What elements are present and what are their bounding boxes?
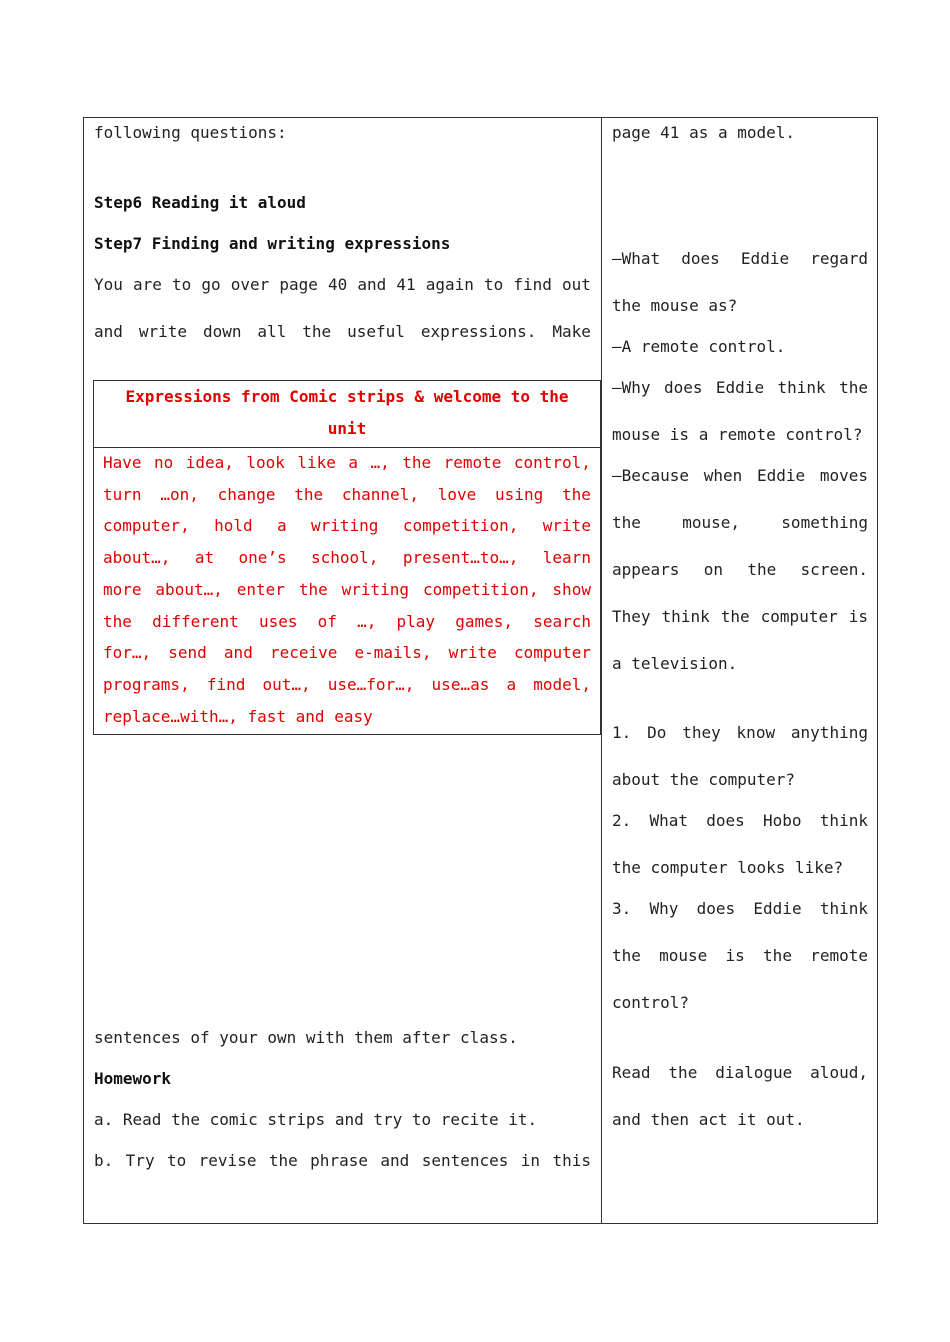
word: find <box>513 275 552 294</box>
word: Make <box>552 322 591 341</box>
answer-2-line-3 <box>612 560 868 580</box>
homework-heading: Homework <box>94 1069 172 1088</box>
word: 2. <box>612 811 632 830</box>
word: one’s <box>238 548 287 568</box>
word: …on, <box>160 484 199 504</box>
word: the <box>298 579 328 599</box>
word: write <box>542 516 591 536</box>
word: remote <box>810 946 868 965</box>
word: learn <box>542 548 591 568</box>
word: is <box>848 607 868 626</box>
word: to <box>483 275 504 294</box>
answer-1: —A remote control. <box>612 337 786 356</box>
word: on <box>703 560 724 579</box>
word: and <box>223 643 253 663</box>
word: out <box>561 275 591 294</box>
answer-2-line-2 <box>612 513 868 533</box>
word: a <box>348 453 359 472</box>
word: write <box>138 322 188 341</box>
word: revise <box>198 1151 257 1170</box>
word: the <box>612 513 641 532</box>
word: does <box>706 811 745 830</box>
question-1-line-2: the mouse as? <box>612 296 738 315</box>
word: for…, <box>103 643 152 663</box>
sentences-text: sentences of your own with them after class. <box>94 1028 518 1047</box>
word: to <box>166 1151 187 1170</box>
word: programs, <box>103 674 190 694</box>
word: the <box>562 484 591 504</box>
word: know <box>736 723 776 742</box>
word: dialogue <box>715 1063 793 1082</box>
word: moves <box>819 466 868 485</box>
word: use…for…, <box>327 674 415 694</box>
word: the <box>612 946 641 965</box>
word: and <box>94 322 123 341</box>
word: go <box>201 275 221 294</box>
step6-heading: Step6 Reading it aloud <box>94 193 306 212</box>
word: Have <box>103 453 142 472</box>
word: receive <box>269 643 338 663</box>
numbered-question-3-line-2 <box>612 946 868 966</box>
word: —Because <box>612 466 690 485</box>
expressions-title <box>94 381 600 448</box>
word: down <box>202 322 242 341</box>
word: channel, <box>341 484 419 504</box>
word: Eddie <box>740 249 790 268</box>
question-1-line-1 <box>612 249 868 269</box>
word: —What <box>612 249 661 268</box>
word: in <box>520 1151 541 1170</box>
word: send <box>168 643 207 663</box>
word: think <box>819 811 868 830</box>
word: love <box>437 484 477 504</box>
word: Do <box>647 723 667 742</box>
word: more <box>103 579 142 599</box>
word: a <box>276 516 287 536</box>
word: What <box>649 811 689 830</box>
numbered-question-3-line-1 <box>612 899 868 919</box>
numbered-question-2-line-2: the computer looks like? <box>612 858 844 877</box>
word: turn <box>103 484 142 504</box>
word: useful <box>347 322 405 341</box>
word: uses <box>258 611 298 631</box>
word: they <box>682 723 721 742</box>
word: the <box>268 1151 298 1170</box>
word: Read <box>612 1063 651 1082</box>
word: using <box>495 484 544 504</box>
word: Try <box>125 1151 155 1170</box>
word: think <box>661 607 710 626</box>
word: regard <box>810 249 868 268</box>
word: games, <box>455 611 514 631</box>
word: You <box>94 275 123 294</box>
expression-line <box>103 447 591 479</box>
word: does <box>681 249 720 268</box>
word: play <box>396 611 436 631</box>
word: school, <box>311 548 379 568</box>
expressions-list <box>103 447 591 732</box>
word: computer, <box>103 516 190 536</box>
word: …, <box>370 453 390 472</box>
word: the <box>839 378 868 397</box>
word: mouse, <box>682 513 740 532</box>
word: about…, <box>155 579 223 599</box>
word: this <box>552 1151 591 1170</box>
word: a <box>506 674 517 694</box>
numbered-question-1-line-1 <box>612 723 868 743</box>
word: does <box>696 899 736 918</box>
homework-item-a: a. Read the comic strips and try to recite it. <box>94 1110 538 1129</box>
word: the <box>103 611 132 631</box>
word: does <box>663 378 703 397</box>
word: the <box>763 946 792 965</box>
word: enter <box>236 579 285 599</box>
word: no <box>154 453 174 472</box>
homework-item-b <box>94 1151 591 1171</box>
word: computer <box>513 643 591 663</box>
following-questions-text: following questions: <box>94 123 287 142</box>
word: …, <box>357 611 377 631</box>
expression-line <box>103 606 591 638</box>
word: the <box>402 453 432 472</box>
word: is <box>725 946 745 965</box>
expression-line <box>103 637 591 669</box>
word: idea, <box>185 453 234 472</box>
word: over <box>230 275 270 294</box>
word: competition, <box>402 516 519 536</box>
word: all <box>257 322 287 341</box>
word: —Why <box>612 378 651 397</box>
numbered-question-2-line-1 <box>612 811 868 831</box>
word: Eddie <box>715 378 765 397</box>
word: 41 <box>396 275 416 294</box>
question-2-line-2: mouse is a remote control? <box>612 425 863 444</box>
word: again <box>425 275 474 294</box>
word: present…to…, <box>402 548 519 568</box>
word: hold <box>214 516 253 536</box>
word: like <box>297 453 336 472</box>
word: when <box>703 466 743 485</box>
expressions-box <box>93 380 601 735</box>
word: Hobo <box>763 811 802 830</box>
word: different <box>152 611 239 631</box>
expression-line: replace…with…, fast and easy <box>103 706 373 726</box>
word: writing <box>341 579 410 599</box>
read-aloud-line-1 <box>612 1063 868 1083</box>
word: writing <box>311 516 379 536</box>
word: mouse <box>659 946 708 965</box>
word: 3. <box>612 899 632 918</box>
word: at <box>194 548 215 568</box>
word: show <box>552 579 591 599</box>
expression-line <box>103 510 591 542</box>
word: and <box>357 275 387 294</box>
expressions-title-line-1: Expressions from Comic strips & welcome to the <box>125 387 569 406</box>
word: They <box>612 607 651 626</box>
word: screen. <box>800 560 868 579</box>
word: aloud, <box>810 1063 868 1082</box>
word: search <box>533 611 591 631</box>
word: of <box>317 611 337 631</box>
word: look <box>246 453 285 472</box>
expression-line <box>103 542 591 574</box>
word: about…, <box>103 548 171 568</box>
word: appears <box>612 560 680 579</box>
word: expressions. <box>420 322 537 341</box>
read-aloud-line-2: and then act it out. <box>612 1110 805 1129</box>
word: the <box>720 607 750 626</box>
word: think <box>819 899 868 918</box>
word: the <box>302 322 332 341</box>
word: the <box>747 560 777 579</box>
word: 1. <box>612 723 632 742</box>
model-text: page 41 as a model. <box>612 123 796 142</box>
expressions-title-line-2: unit <box>327 419 367 438</box>
answer-2-line-4 <box>612 607 868 627</box>
word: phrase <box>310 1151 368 1170</box>
word: e-mails, <box>354 643 432 663</box>
word: use…as <box>431 674 490 694</box>
word: find <box>206 674 246 694</box>
word: think <box>777 378 826 397</box>
word: b. <box>94 1151 114 1170</box>
answer-2-line-1 <box>612 466 868 486</box>
word: out…, <box>262 674 311 694</box>
word: remote <box>443 453 502 472</box>
answer-2-line-5: a television. <box>612 654 738 673</box>
instruction-line-2 <box>94 322 591 342</box>
word: write <box>448 643 497 663</box>
word: control, <box>513 453 591 472</box>
word: and <box>380 1151 410 1170</box>
instruction-line-1 <box>94 275 591 295</box>
question-2-line-1 <box>612 378 868 398</box>
word: the <box>294 484 324 504</box>
step7-heading: Step7 Finding and writing expressions <box>94 234 451 253</box>
numbered-question-1-line-2: about the computer? <box>612 770 796 789</box>
word: 40 <box>327 275 348 294</box>
numbered-question-3-line-3: control? <box>612 993 690 1012</box>
word: are <box>133 275 162 294</box>
word: page <box>279 275 318 294</box>
expression-line <box>103 574 591 606</box>
word: the <box>668 1063 698 1082</box>
column-divider <box>601 117 602 1224</box>
word: model, <box>533 674 591 694</box>
expression-line <box>103 669 591 701</box>
word: Why <box>649 899 679 918</box>
word: to <box>172 275 192 294</box>
word: anything <box>790 723 868 742</box>
word: Eddie <box>753 899 802 918</box>
word: Eddie <box>756 466 806 485</box>
word: sentences <box>421 1151 509 1170</box>
word: something <box>781 513 868 532</box>
word: change <box>217 484 276 504</box>
word: computer <box>760 607 838 626</box>
word: competition, <box>422 579 539 599</box>
expression-line <box>103 479 591 511</box>
